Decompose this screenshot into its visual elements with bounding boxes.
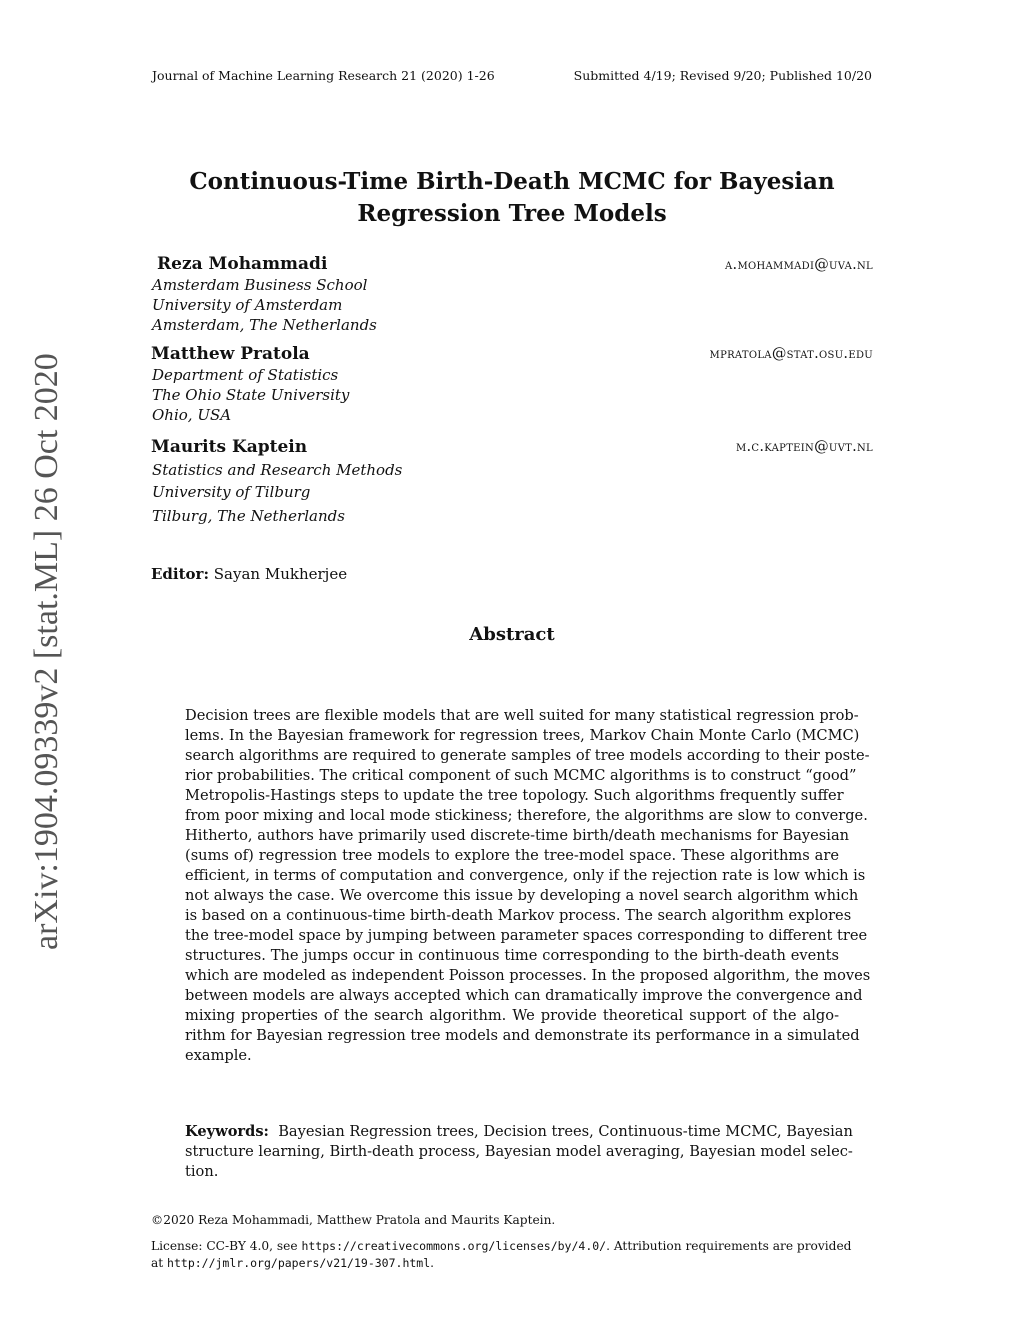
abstract-line: example. [185, 1047, 252, 1064]
author-affiliation: University of Tilburg [152, 483, 311, 501]
editor-name: Sayan Mukherjee [213, 565, 348, 583]
abstract-line: is based on a continuous-time birth-death Markov process. The search algorithm explores [185, 907, 852, 924]
license-end: . [430, 1256, 435, 1270]
abstract-line: rithm for Bayesian regression tree models and demonstrate its performance in a simulated [185, 1027, 860, 1044]
abstract-line: which are modeled as independent Poisson processes. In the proposed algorithm, the moves [185, 967, 871, 984]
license-at: at [151, 1256, 164, 1270]
abstract-line: structures. The jumps occur in continuous time corresponding to the birth-death events [185, 947, 839, 964]
abstract-line: Hitherto, authors have primarily used discrete-time birth/death mechanisms for Bayesian [185, 827, 850, 844]
submission-dates: Submitted 4/19; Revised 9/20; Published 10/20 [573, 68, 872, 83]
license-notice [151, 1238, 873, 1272]
author-affiliation: Tilburg, The Netherlands [152, 507, 345, 525]
keywords-block [185, 1122, 853, 1182]
license-url-link[interactable]: https://creativecommons.org/licenses/by/4.0/ [301, 1239, 607, 1253]
author-name: Matthew Pratola [151, 344, 310, 364]
author-email[interactable]: mpratola@stat.osu.edu [709, 346, 873, 362]
abstract-line: lems. In the Bayesian framework for regression trees, Markov Chain Monte Carlo (MCMC) [185, 727, 860, 744]
abstract-line: Decision trees are flexible models that are well suited for many statistical regression prob- [185, 707, 859, 724]
copyright-notice: ©2020 Reza Mohammadi, Matthew Pratola and Maurits Kaptein. [151, 1213, 556, 1227]
author-affiliation: University of Amsterdam [152, 296, 343, 314]
paper-title-line-1: Continuous-Time Birth-Death MCMC for Bayesian [189, 168, 835, 195]
keywords-label: Keywords: [185, 1123, 269, 1140]
abstract-line: from poor mixing and local mode stickiness; therefore, the algorithms are slow to converge. [185, 807, 868, 824]
abstract-line: not always the case. We overcome this issue by developing a novel search algorithm which [185, 887, 859, 904]
license-line [151, 1255, 873, 1272]
keywords-line [185, 1122, 853, 1142]
license-prefix: License: CC-BY 4.0, see [151, 1239, 298, 1253]
abstract-line: Metropolis-Hastings steps to update the tree topology. Such algorithms frequently suffer [185, 787, 844, 804]
author-email[interactable]: m.c.kaptein@uvt.nl [735, 439, 873, 455]
license-line [151, 1238, 873, 1255]
abstract-line: (sums of) regression tree models to explore the tree-model space. These algorithms are [185, 847, 839, 864]
author-affiliation: The Ohio State University [152, 386, 350, 404]
abstract-heading: Abstract [469, 624, 555, 645]
paper-url-link[interactable]: http://jmlr.org/papers/v21/19-307.html [167, 1256, 431, 1270]
author-affiliation: Amsterdam, The Netherlands [152, 316, 377, 334]
author-affiliation: Amsterdam Business School [152, 276, 368, 294]
author-affiliation: Statistics and Research Methods [152, 461, 403, 479]
keywords-line: tion. [185, 1163, 219, 1180]
journal-header: Journal of Machine Learning Research 21 (2020) 1-26 [152, 68, 495, 83]
author-affiliation: Ohio, USA [152, 406, 232, 424]
abstract-line: the tree-model space by jumping between parameter spaces corresponding to different tree [185, 927, 868, 944]
keywords-line: structure learning, Birth-death process, Bayesian model averaging, Bayesian model selec- [185, 1143, 853, 1160]
abstract-line: efficient, in terms of computation and convergence, only if the rejection rate is low which is [185, 867, 866, 884]
license-middle: . Attribution requirements are provided [606, 1239, 852, 1253]
abstract-line: between models are always accepted which can dramatically improve the convergence and [185, 987, 863, 1004]
author-affiliation: Department of Statistics [152, 366, 339, 384]
editor-line [151, 565, 347, 583]
editor-label: Editor: [151, 565, 209, 583]
abstract-line: mixing properties of the search algorithm. We provide theoretical support of the algo- [185, 1007, 839, 1024]
abstract-line: rior probabilities. The critical component of such MCMC algorithms is to construct “good” [185, 767, 857, 784]
arxiv-stamp[interactable]: arXiv:1904.09339v2 [stat.ML] 26 Oct 2020 [28, 353, 65, 950]
author-name: Reza Mohammadi [157, 254, 328, 274]
author-email[interactable]: a.mohammadi@uva.nl [725, 257, 873, 273]
paper-title-line-2: Regression Tree Models [357, 200, 667, 227]
abstract-line: search algorithms are required to generate samples of tree models according to their poste- [185, 747, 870, 764]
keywords-text: Bayesian Regression trees, Decision trees, Continuous-time MCMC, Bayesian [278, 1123, 853, 1140]
author-name: Maurits Kaptein [151, 437, 308, 457]
abstract-body [185, 706, 871, 1066]
